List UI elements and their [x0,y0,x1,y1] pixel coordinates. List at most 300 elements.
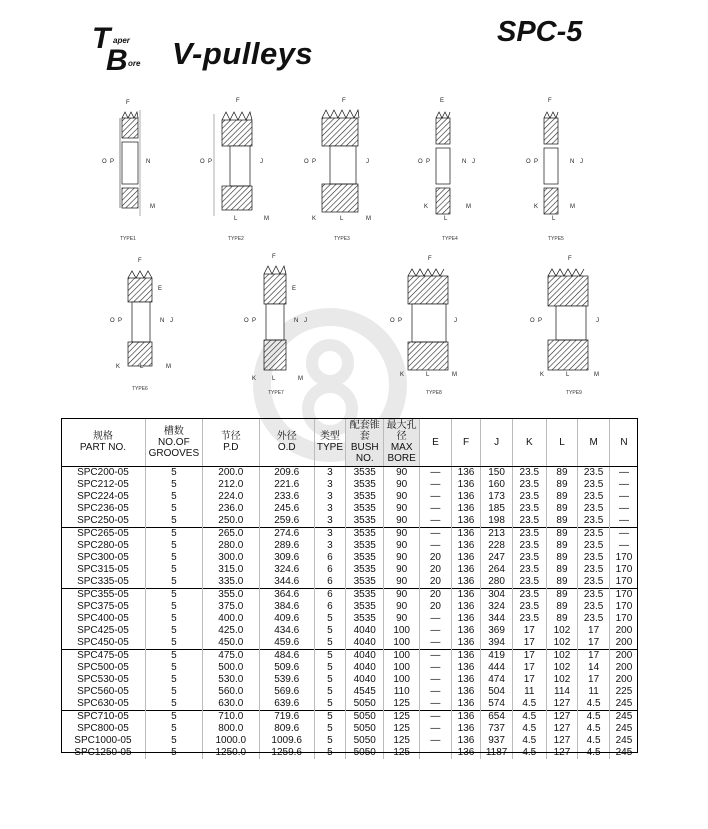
table-cell: 5 [314,747,346,759]
table-row [61,552,638,564]
table-cell: SPC500-05 [61,662,145,674]
type4-dim-p: P [426,159,431,165]
table-cell: 5 [145,491,202,503]
table-cell: 3 [314,528,346,541]
table-cell: 3 [314,479,346,491]
table-cell: SPC560-05 [61,686,145,698]
type6-dim-m: M [166,364,171,370]
table-cell: 23.5 [578,515,610,528]
table-cell: 170 [615,601,633,612]
type4-dim-l: L [444,216,448,222]
table-cell: 90 [384,479,420,491]
table-cell: 100 [384,650,420,663]
table-cell: 394 [481,637,513,650]
table-cell: 4545 [346,686,384,698]
table-cell: 136 [451,552,481,564]
table-cell: — [420,650,452,663]
table-cell: 90 [384,613,420,625]
table-cell: 170 [609,589,638,602]
table-cell: 5 [314,723,346,735]
table-cell: 23.5 [512,613,546,625]
table-cell: 4.5 [578,747,610,759]
table-cell: 5 [145,540,202,552]
type7-dim-k: K [252,376,257,382]
table-cell: 212.0 [202,479,259,491]
table-cell: 136 [451,503,481,515]
table-cell: 3535 [346,576,384,589]
table-cell: 125 [384,723,420,735]
table-cell: 200 [615,662,633,673]
table-cell: 5 [314,686,346,698]
table-cell: SPC800-05 [61,723,145,735]
table-row [61,698,638,711]
table-cell: 213 [481,528,513,541]
table-cell: 173 [481,491,513,503]
type2-dim-p: P [208,159,213,165]
table-cell: — [420,674,452,686]
table-cell: 5 [145,576,202,589]
table-cell: 419 [481,650,513,663]
table-cell: 3535 [346,601,384,613]
table-cell: SPC224-05 [61,491,145,503]
table-cell: 364.6 [259,589,314,602]
table-cell: — [618,479,629,490]
table-cell: 5050 [346,747,384,759]
table-cell: 228 [481,540,513,552]
table-cell: 444 [481,662,513,674]
table-cell: SPC530-05 [61,674,145,686]
table-cell: — [420,613,452,625]
table-cell: 127 [546,735,578,747]
table-cell: 136 [451,564,481,576]
table-cell: 23.5 [578,528,610,541]
table-cell: 4.5 [578,735,610,747]
table-cell: 23.5 [578,552,610,564]
table-row [61,515,638,528]
table-cell: 89 [546,479,578,491]
type8-drawing [390,256,457,396]
table-cell: 259.6 [259,515,314,528]
table-row [61,735,638,747]
type2-dim-j: J [260,159,263,165]
type2-drawing [200,98,269,242]
table-cell: 11 [512,686,546,698]
type7-dim-e: E [292,286,297,292]
table-cell: 23.5 [512,589,546,602]
type3-dim-o: O [304,159,309,165]
table-cell: 369 [481,625,513,637]
table-cell: — [420,662,452,674]
table-cell: 289.6 [259,540,314,552]
table-cell: 90 [384,515,420,528]
table-cell: 6 [314,589,346,602]
table-cell: 654 [481,711,513,724]
table-cell: 89 [546,540,578,552]
table-cell: — [420,528,452,541]
table-cell: 90 [384,528,420,541]
table-cell: 100 [384,662,420,674]
table-cell: 170 [615,552,633,563]
table-cell: 274.6 [259,528,314,541]
table-cell: 160 [481,479,513,491]
table-cell: SPC250-05 [61,515,145,528]
table-cell: SPC450-05 [61,637,145,650]
table-cell: SPC236-05 [61,503,145,515]
table-cell: 3535 [346,515,384,528]
type3-dim-p: P [312,159,317,165]
table-cell: 200 [615,625,633,636]
table-cell: 1009.6 [259,735,314,747]
type7-label: TYPE7 [268,390,284,396]
type7-dim-j: J [304,318,307,324]
table-row [61,589,638,602]
table-cell: 375.0 [202,601,259,613]
table-cell: 4.5 [578,723,610,735]
table-cell: 4.5 [512,698,546,711]
type8-dim-m: M [452,372,457,378]
table-cell: 304 [481,589,513,602]
table-cell: 136 [451,625,481,637]
table-cell: 90 [384,576,420,589]
type7-dim-n: N [294,318,299,324]
type8-dim-p: P [398,318,403,324]
table-cell: 5 [145,601,202,613]
table-cell: 5 [145,674,202,686]
table-cell: 23.5 [578,589,610,602]
table-cell: — [609,528,638,541]
table-cell: 474 [481,674,513,686]
table-cell: 136 [451,723,481,735]
table-cell: 245 [609,711,638,724]
type3-drawing [304,98,371,242]
table-cell: 3535 [346,491,384,503]
table-cell: — [420,735,452,747]
table-cell: 136 [451,467,481,480]
table-cell: 4.5 [512,723,546,735]
header-e: E [420,418,452,467]
table-cell: 400.0 [202,613,259,625]
type2-dim-m: M [264,216,269,222]
table-row [61,674,638,686]
table-cell: 5 [145,528,202,541]
table-cell: 630.0 [202,698,259,711]
type5-dim-o: O [526,159,531,165]
table-cell: 5 [314,674,346,686]
table-cell: 14 [578,662,610,674]
table-cell: 136 [451,711,481,724]
type3-dim-l: L [340,216,344,222]
table-cell: 6 [314,601,346,613]
table-cell: 89 [546,491,578,503]
table-cell: — [420,747,452,759]
table-cell: 3535 [346,564,384,576]
table-cell: 5 [145,698,202,711]
type6-dim-o: O [110,318,115,324]
type6-dim-n: N [160,318,165,324]
header-grooves: 槽数 NO.OF GROOVES [145,418,202,467]
table-cell: 3 [314,540,346,552]
series-code: SPC-5 [497,16,583,48]
table-cell: 5 [314,711,346,724]
table-cell: 23.5 [512,467,546,480]
table-cell: 6 [314,552,346,564]
table-row [61,503,638,515]
table-cell: 236.0 [202,503,259,515]
table-cell: 5 [314,625,346,637]
table-cell: 90 [384,564,420,576]
table-cell: 355.0 [202,589,259,602]
table-cell: 800.0 [202,723,259,735]
table-cell: 23.5 [578,503,610,515]
table-cell: 309.6 [259,552,314,564]
table-cell: 245 [615,747,633,758]
table-cell: SPC300-05 [61,552,145,564]
table-cell: 136 [451,601,481,613]
table-cell: 5 [145,662,202,674]
type6-dim-l: L [140,364,144,370]
table-cell: 23.5 [512,515,546,528]
type8-dim-j: J [454,318,457,324]
logo-letter-b: B [106,44,128,77]
table-cell: 170 [615,576,633,587]
table-cell: 1250.0 [202,747,259,759]
type3-dim-k: K [312,216,317,222]
table-row [61,479,638,491]
table-cell: 484.6 [259,650,314,663]
table-cell: 20 [420,601,452,613]
table-cell: 1000.0 [202,735,259,747]
type1-dim-o: O [102,159,107,165]
type1-dim-m: M [150,204,155,210]
table-cell: 3 [314,503,346,515]
table-cell: 245.6 [259,503,314,515]
table-cell: 17 [578,625,610,637]
table-cell: 344.6 [259,576,314,589]
table-cell: 100 [384,625,420,637]
table-cell: 4040 [346,637,384,650]
table-row [61,650,638,663]
table-cell: 3535 [346,552,384,564]
table-cell: 434.6 [259,625,314,637]
table-cell: 5 [145,613,202,625]
table-cell: 5 [145,515,202,528]
type8-label: TYPE8 [426,390,442,396]
table-cell: SPC335-05 [61,576,145,589]
table-cell: 136 [451,479,481,491]
type4-dim-m: M [466,204,471,210]
table-cell: — [420,479,452,491]
table-cell: — [420,503,452,515]
table-cell: 23.5 [578,576,610,589]
table-cell: 23.5 [578,479,610,491]
table-cell: — [420,723,452,735]
header-max-bore: 最大孔径 MAX BORE [384,418,420,467]
table-cell: 737 [481,723,513,735]
type4-drawing [418,98,475,242]
table-cell: 23.5 [512,491,546,503]
table-cell: — [618,491,629,502]
table-cell: 1259.6 [259,747,314,759]
table-cell: 100 [384,674,420,686]
table-cell: 5 [145,503,202,515]
type9-dim-k: K [540,372,545,378]
table-cell: 245 [615,698,633,709]
table-cell: 639.6 [259,698,314,711]
table-cell: 4040 [346,662,384,674]
table-cell: 5050 [346,698,384,711]
table-cell: 23.5 [512,601,546,613]
table-cell: 17 [512,637,546,650]
table-cell: 127 [546,723,578,735]
table-cell: 23.5 [512,552,546,564]
table-cell: 5 [145,625,202,637]
table-cell: 574 [481,698,513,711]
type4-label: TYPE4 [442,236,458,242]
table-row [61,723,638,735]
table-cell: 17 [512,662,546,674]
table-cell: 110 [384,686,420,698]
type1-dim-n: N [146,159,151,165]
table-cell: 127 [546,747,578,759]
table-cell: 569.6 [259,686,314,698]
table-cell: 90 [384,467,420,480]
table-cell: 89 [546,576,578,589]
table-cell: 5 [145,552,202,564]
table-cell: 5 [145,735,202,747]
table-cell: 125 [384,747,420,759]
table-cell: 102 [546,662,578,674]
table-cell: SPC630-05 [61,698,145,711]
table-cell: — [420,711,452,724]
table-cell: 89 [546,564,578,576]
type6-dim-e: E [158,286,163,292]
table-cell: 136 [451,637,481,650]
table-cell: 280.0 [202,540,259,552]
type6-drawing [110,258,173,392]
table-cell: 23.5 [512,479,546,491]
table-cell: 3 [314,491,346,503]
table-cell: 125 [384,698,420,711]
table-cell: 136 [451,686,481,698]
type4-dim-j: J [472,159,475,165]
table-cell: 89 [546,528,578,541]
table-cell: SPC200-05 [61,467,145,480]
table-cell: SPC375-05 [61,601,145,613]
table-cell: 136 [451,662,481,674]
table-cell: 136 [451,698,481,711]
table-cell: 344 [481,613,513,625]
table-cell: 136 [451,515,481,528]
specification-table [61,418,638,759]
table-cell: 4040 [346,674,384,686]
table-cell: 5050 [346,711,384,724]
table-header-row [61,418,638,467]
table-cell: 5 [314,662,346,674]
header-part-no: 规格 PART NO. [61,418,145,467]
type9-dim-f: F [568,256,572,262]
table-cell: 3535 [346,479,384,491]
table-cell: 136 [451,528,481,541]
table-cell: 224.0 [202,491,259,503]
table-cell: — [618,503,629,514]
table-cell: SPC710-05 [61,711,145,724]
table-row [61,540,638,552]
table-cell: 23.5 [578,540,610,552]
type5-label: TYPE5 [548,236,564,242]
table-cell: 409.6 [259,613,314,625]
type7-dim-o: O [244,318,249,324]
table-cell: 170 [615,613,633,624]
table-cell: 125 [384,711,420,724]
header-j: J [481,418,513,467]
table-cell: 3535 [346,540,384,552]
table-cell: 560.0 [202,686,259,698]
table-cell: 4040 [346,625,384,637]
table-cell: 17 [578,650,610,663]
table-cell: 710.0 [202,711,259,724]
table-cell: 90 [384,589,420,602]
table-cell: 89 [546,515,578,528]
table-cell: — [420,540,452,552]
table-cell: 504 [481,686,513,698]
table-cell: 89 [546,613,578,625]
table-cell: SPC315-05 [61,564,145,576]
header-bush: 配套锥套 BUSH NO. [346,418,384,467]
table-cell: 198 [481,515,513,528]
table-cell: 5050 [346,735,384,747]
table-cell: SPC475-05 [61,650,145,663]
table-cell: 23.5 [578,601,610,613]
type3-label: TYPE3 [334,236,350,242]
type4-dim-n: N [462,159,467,165]
table-cell: 23.5 [578,613,610,625]
table-cell: 5 [145,637,202,650]
table-row [61,467,638,480]
table-cell: 5 [145,479,202,491]
table-cell: 530.0 [202,674,259,686]
logo-word-aper: aper [113,36,130,45]
header-type: 类型 TYPE [314,418,346,467]
table-cell: 475.0 [202,650,259,663]
table-cell: 90 [384,503,420,515]
header-n: N [609,418,638,467]
type6-dim-f: F [138,258,142,264]
pulley-type-drawings [0,90,708,410]
type5-dim-k: K [534,204,539,210]
table-cell: 23.5 [578,491,610,503]
type5-dim-m: M [570,204,575,210]
table-cell: 5 [145,650,202,663]
table-cell: 100 [384,637,420,650]
table-cell: 209.6 [259,467,314,480]
logo-letter-t: T [92,22,111,55]
table-cell: 150 [481,467,513,480]
table-cell: 233.6 [259,491,314,503]
type4-dim-e: E [440,98,445,104]
table-cell: 459.6 [259,637,314,650]
type5-drawing [526,98,583,242]
type9-dim-j: J [596,318,599,324]
table-cell: 324 [481,601,513,613]
table-cell: 11 [578,686,610,698]
table-cell: 5 [314,735,346,747]
type7-drawing [244,254,307,396]
table-cell: 136 [451,613,481,625]
table-cell: — [618,467,629,478]
table-cell: 5 [314,613,346,625]
table-cell: 17 [512,674,546,686]
type9-dim-o: O [530,318,535,324]
